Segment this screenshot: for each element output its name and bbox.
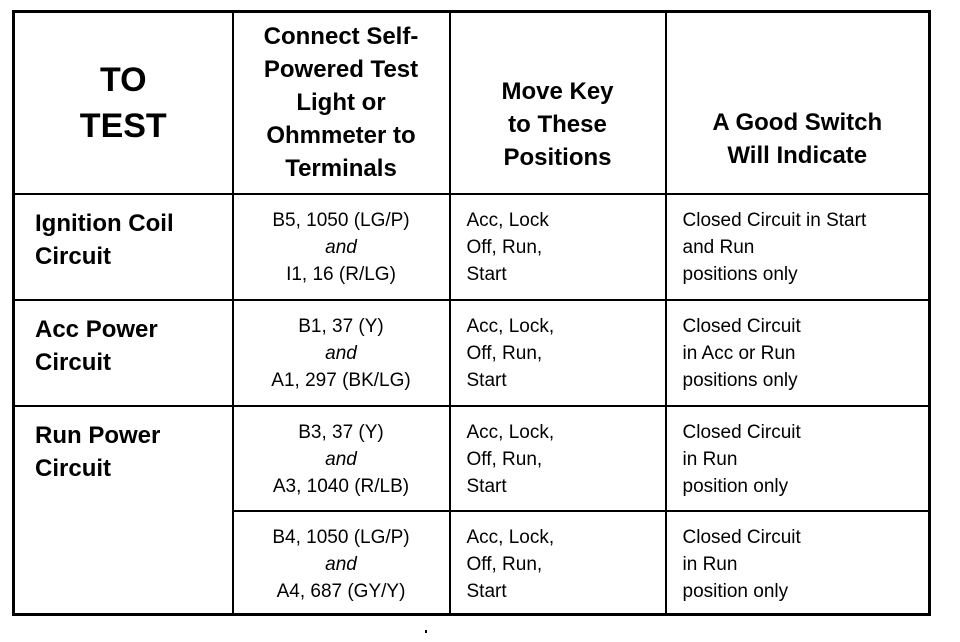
indication-cell: Closed Circuit in Acc or Run positions only [666, 300, 930, 406]
positions-cell: Acc, Lock, Off, Run, Start [450, 406, 666, 511]
test-category: Acc Power Circuit [14, 300, 233, 406]
indication-cell: Closed Circuit in Run position only [666, 511, 930, 615]
scan-mark [425, 630, 427, 633]
table-row [14, 406, 930, 511]
header-connect-terminals: Connect Self- Powered Test Light or Ohmmeter to Terminals [233, 12, 450, 194]
terminals-cell: B4, 1050 (LG/P) and A4, 687 (GY/Y) [233, 511, 450, 615]
switch-test-table [12, 10, 931, 616]
terminals-cell: B5, 1050 (LG/P) and I1, 16 (R/LG) [233, 194, 450, 300]
table-row [14, 194, 930, 300]
positions-cell: Acc, Lock, Off, Run, Start [450, 511, 666, 615]
test-category: Run Power Circuit [14, 406, 233, 615]
indication-cell: Closed Circuit in Start and Run positions only [666, 194, 930, 300]
terminals-cell: B3, 37 (Y) and A3, 1040 (R/LB) [233, 406, 450, 511]
header-move-key: Move Key to These Positions [450, 12, 666, 194]
positions-cell: Acc, Lock, Off, Run, Start [450, 300, 666, 406]
positions-cell: Acc, Lock Off, Run, Start [450, 194, 666, 300]
header-good-switch: A Good Switch Will Indicate [666, 12, 930, 194]
table-row [14, 300, 930, 406]
header-to-test: TO TEST [14, 12, 233, 194]
test-category: Ignition Coil Circuit [14, 194, 233, 300]
indication-cell: Closed Circuit in Run position only [666, 406, 930, 511]
header-row [14, 12, 930, 194]
terminals-cell: B1, 37 (Y) and A1, 297 (BK/LG) [233, 300, 450, 406]
